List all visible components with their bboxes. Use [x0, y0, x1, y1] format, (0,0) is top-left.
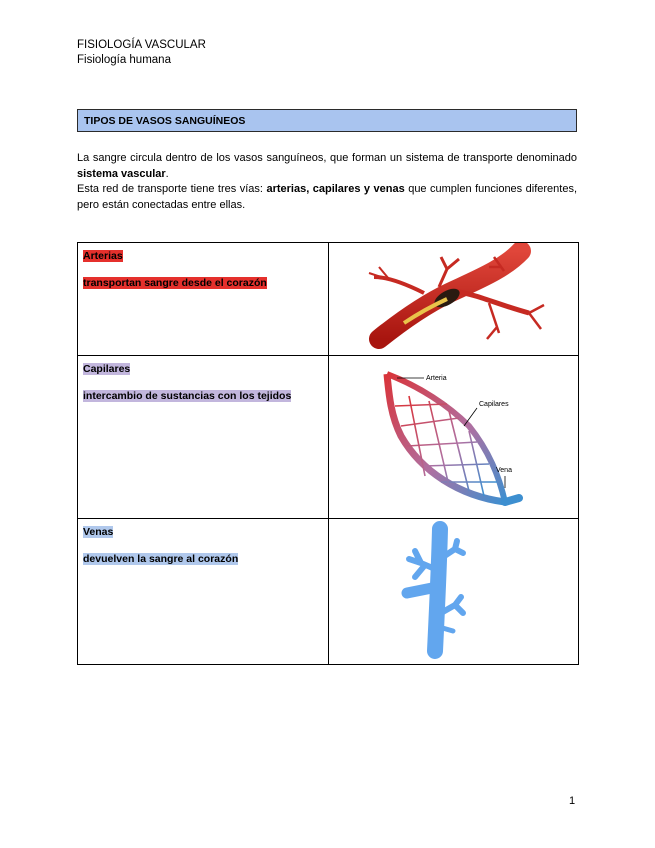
vein-diagram-label: Vena [496, 467, 512, 474]
capillary-image-cell [329, 356, 579, 519]
capillary-illustration [329, 356, 579, 513]
intro-p1-bold: sistema vascular [77, 167, 166, 180]
vein-illustration [329, 519, 579, 659]
artery-illustration [329, 243, 579, 350]
table-row [78, 243, 579, 356]
vein-image-cell [329, 519, 579, 665]
intro-paragraph-2 [77, 182, 577, 213]
intro-paragraph-1 [77, 151, 577, 182]
document-header [77, 38, 206, 68]
capillary-name: Capilares [83, 363, 131, 375]
vein-description: devuelven la sangre al corazón [83, 553, 239, 565]
intro-p1-end: . [165, 167, 169, 180]
intro-p2-bold: arterias, capilares y venas [266, 183, 405, 195]
page-number: 1 [569, 795, 576, 807]
artery-name: Arterias [83, 250, 123, 262]
vein-label-cell [78, 519, 329, 665]
document-subtitle: Fisiología humana [77, 54, 171, 66]
intro-p2-end: que cumplen funciones diferentes, pero están conectadas entre ellas. [77, 183, 578, 211]
artery-label-cell [78, 243, 329, 356]
intro-text [77, 151, 577, 213]
capillary-label-cell [78, 356, 329, 519]
vessel-types-table [77, 242, 579, 665]
table-row [78, 519, 579, 665]
artery-image-cell [329, 243, 579, 356]
intro-p2-text: Esta red de transporte tiene tres vías: [77, 183, 267, 195]
capillary-description: intercambio de sustancias con los tejidos [83, 390, 292, 402]
artery-description: transportan sangre desde el corazón [83, 277, 267, 289]
table-row [78, 356, 579, 519]
capillaries-diagram-label: Capilares [479, 401, 509, 408]
artery-diagram-label: Arteria [426, 375, 447, 382]
section-heading: TIPOS DE VASOS SANGUÍNEOS [77, 109, 577, 132]
vein-name: Venas [83, 526, 114, 538]
intro-p1-text: La sangre circula dentro de los vasos sanguíneos, que forman un sistema de transporte denominado [77, 152, 577, 164]
document-title: FISIOLOGÍA VASCULAR [77, 39, 206, 51]
